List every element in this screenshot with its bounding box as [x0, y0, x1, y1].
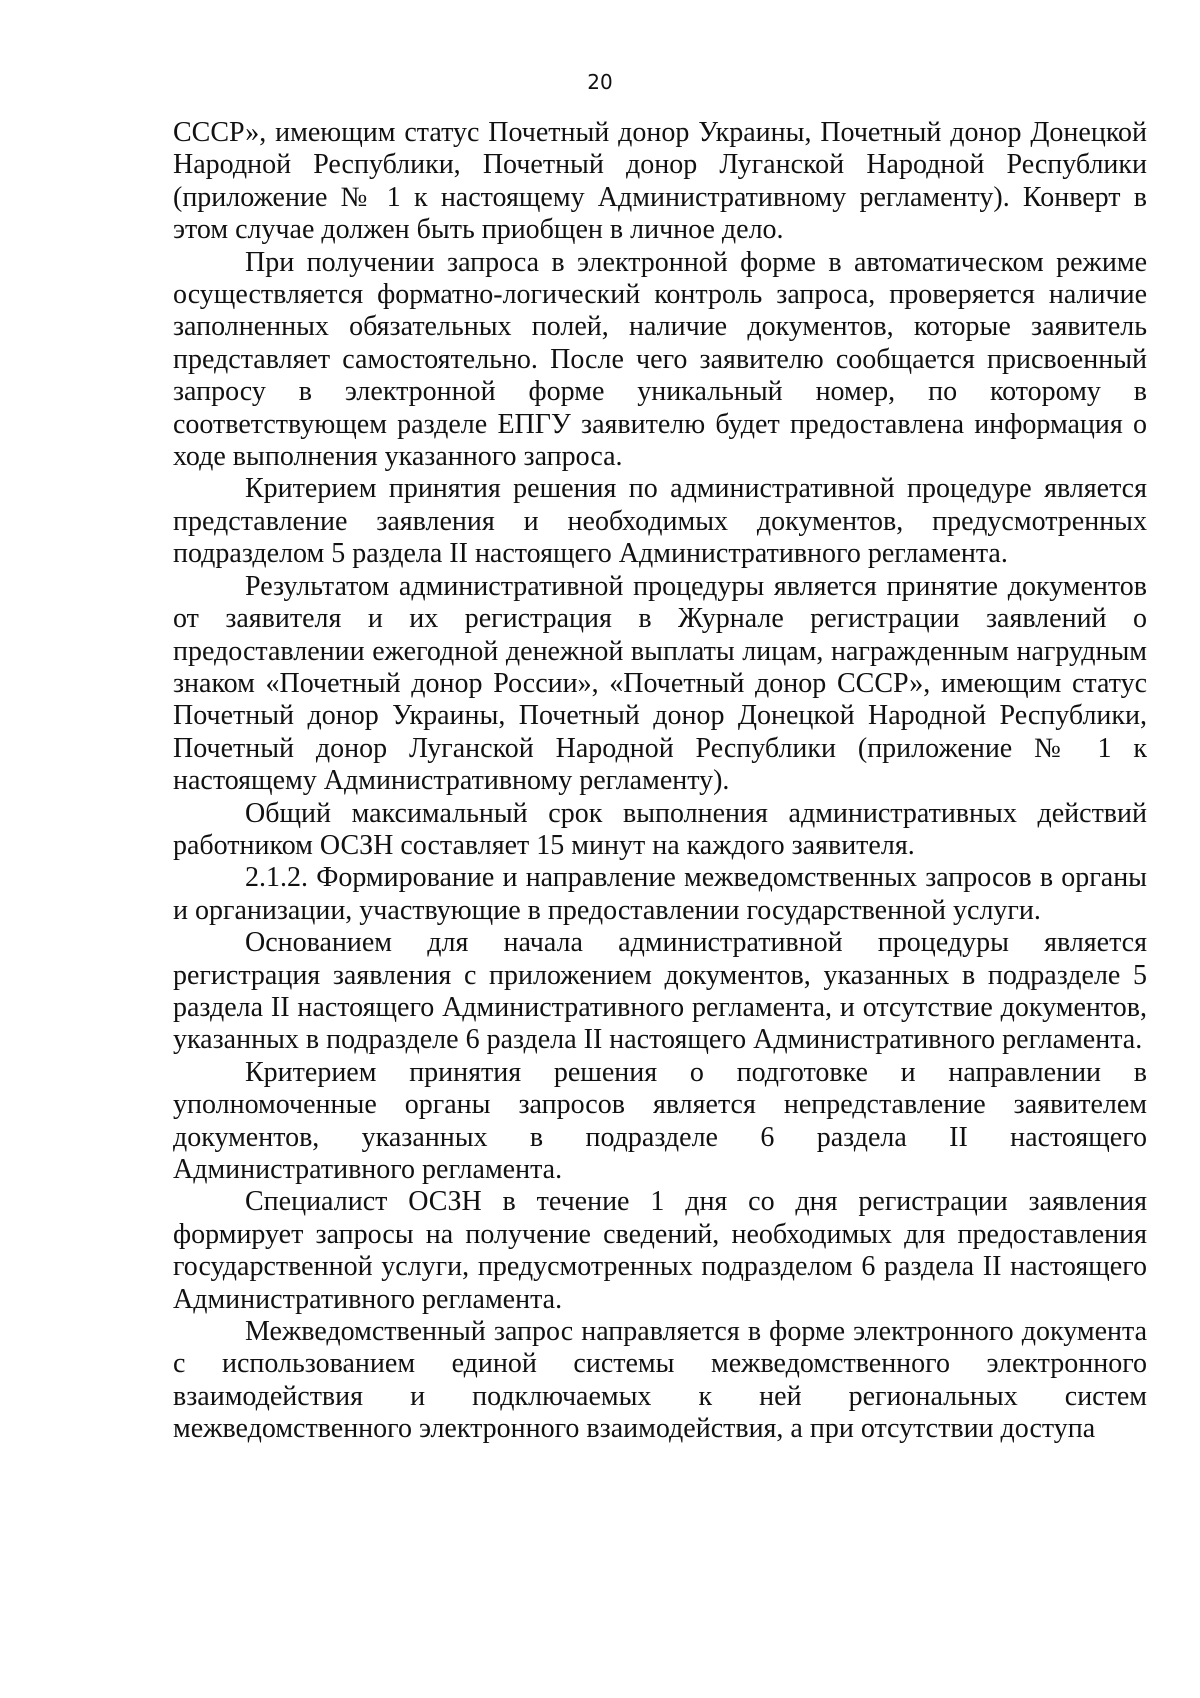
paragraph-request-criterion: Критерием принятия решения о подготовке и направлении в уполномоченные органы запросов является непредставление заявителем документов, указанных в подразделе 6 раздела II настоящего Административного регламента.: [173, 1056, 1147, 1185]
page-number: 20: [587, 70, 613, 94]
document-body: [173, 117, 1147, 1446]
paragraph-procedure-result: Результатом административной процедуры является принятие документов от заявителя и их регистрация в Журнале регистрации заявлений о предоставлении ежегодной денежной выплаты лицам, награжденным нагрудным знаком «Почетный донор России», «Почетный донор СССР», имеющим статус Почетный донор Украины, Почетный донор Донецкой Народной Республики, Почетный донор Луганской Народной Республики (приложение № 1 к настоящему Административному регламенту).: [173, 570, 1147, 797]
paragraph-electronic-request: При получении запроса в электронной форме в автоматическом режиме осуществляется форматно-логический контроль запроса, проверяется наличие заполненных обязательных полей, наличие документов, которые заявитель представляет самостоятельно. После чего заявителю сообщается присвоенный запросу в электронной форме уникальный номер, по которому в соответствующем разделе ЕПГУ заявителю будет предоставлена информация о ходе выполнения указанного запроса.: [173, 246, 1147, 473]
paragraph-interagency-request: Межведомственный запрос направляется в форме электронного документа с использованием единой системы межведомственного электронного взаимодействия и подключаемых к ней региональных систем межведомственного электронного взаимодействия, а при отсутствии доступа: [173, 1316, 1147, 1445]
paragraph-specialist-requests: Специалист ОСЗН в течение 1 дня со дня регистрации заявления формирует запросы на получение сведений, необходимых для предоставления государственной услуги, предусмотренных подразделом 6 раздела II настоящего Административного регламента.: [173, 1186, 1147, 1315]
paragraph-continuation: СССР», имеющим статус Почетный донор Украины, Почетный донор Донецкой Народной Республики, Почетный донор Луганской Народной Республики (приложение № 1 к настоящему Административному регламенту). Конверт в этом случае должен быть приобщен в личное дело.: [173, 117, 1147, 246]
paragraph-decision-criterion: Критерием принятия решения по административной процедуре является представление заявления и необходимых документов, предусмотренных подразделом 5 раздела II настоящего Административного регламента.: [173, 473, 1147, 570]
paragraph-procedure-basis: Основанием для начала административной процедуры является регистрация заявления с приложением документов, указанных в подразделе 5 раздела II настоящего Административного регламента, и отсутствие документов, указанных в подразделе 6 раздела II настоящего Административного регламента.: [173, 927, 1147, 1056]
paragraph-max-term: Общий максимальный срок выполнения административных действий работником ОСЗН составляет 15 минут на каждого заявителя.: [173, 797, 1147, 861]
section-heading-2-1-2: 2.1.2. Формирование и направление межведомственных запросов в органы и организации, участвующие в предоставлении государственной услуги.: [173, 862, 1147, 926]
